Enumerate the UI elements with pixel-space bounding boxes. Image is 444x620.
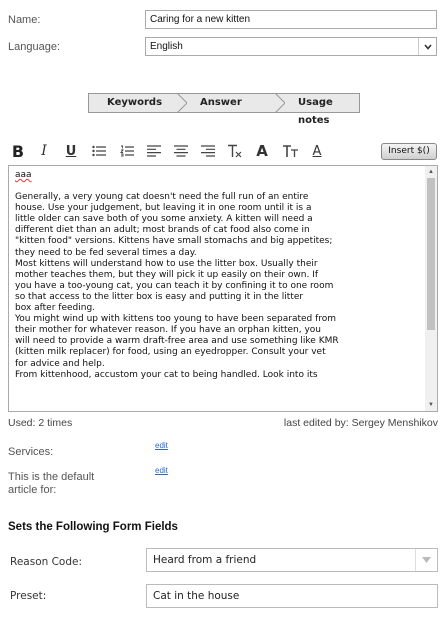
language-label: Language: [8, 41, 60, 53]
step-usage-notes-label: Usage notes [298, 97, 333, 126]
text-size-icon[interactable] [281, 141, 301, 161]
reason-code-select[interactable] [146, 548, 438, 572]
preset-field[interactable]: Cat in the house [146, 584, 438, 608]
step-separator-icon [275, 93, 285, 113]
bold-button[interactable]: B [11, 141, 25, 161]
editor-line: house. Use your judgement, but leaving it in one room until it is a [15, 203, 312, 214]
editor-content[interactable] [15, 170, 420, 381]
editor-line: Generally, a very young cat doesn't need the full run of an entire [15, 192, 309, 203]
step-answer-label: Answer [200, 97, 242, 108]
align-right-icon[interactable] [200, 141, 216, 161]
step-separator-icon [177, 93, 187, 113]
reason-code-label: Reason Code: [10, 556, 83, 568]
editor-line: they need to be fed several times a day. [15, 247, 197, 258]
editor-line: will need to provide a warm draft-free area and use something like KMR [15, 336, 339, 347]
wizard-steps [88, 93, 360, 126]
answer-editor[interactable] [8, 165, 438, 412]
form-fields-title: Sets the Following Form Fields [8, 521, 178, 533]
underline-button[interactable]: U [65, 143, 77, 159]
align-left-icon[interactable] [146, 141, 162, 161]
editor-line: their mother for whatever reason. If you have an orphan kitten, you [15, 325, 321, 336]
font-size-button[interactable]: A [256, 142, 268, 160]
language-select[interactable] [145, 37, 437, 56]
insert-button[interactable]: Insert $() [381, 143, 437, 160]
editor-scrollbar[interactable] [425, 166, 437, 411]
bullet-list-icon[interactable] [91, 141, 107, 161]
name-field[interactable]: Caring for a new kitten [145, 10, 437, 29]
chevron-down-icon[interactable] [418, 38, 436, 55]
default-article-label-line2: article for: [8, 484, 57, 496]
align-center-icon[interactable] [173, 141, 189, 161]
step-keywords-label: Keywords [107, 97, 163, 108]
last-edited: last edited by: Sergey Menshikov [283, 417, 438, 429]
preset-label: Preset: [10, 590, 47, 602]
editor-line: From kittenhood, accustom your cat to being handled. Look into its [15, 369, 318, 380]
editor-line: (kitten milk replacer) for food, using an eyedropper. Consult your vet [15, 347, 326, 358]
editor-line: so that access to the litter box is easy and putting it in the litter [15, 291, 304, 302]
scroll-down-icon[interactable]: ▼ [428, 402, 434, 408]
editor-first-line: aaa [15, 170, 32, 180]
numbered-list-icon[interactable] [119, 141, 135, 161]
editor-line: you have a too-young cat, you can teach it by confining it to one room [15, 280, 334, 291]
editor-line: mother teaches them, but they will pick it up easily on their own. If [15, 269, 319, 280]
editor-line: little older can save both of you some anxiety. A kitten will need a [15, 214, 313, 225]
editor-line: "kitten food" versions. Kittens have small stomachs and big appetites; [15, 236, 333, 247]
step-keywords[interactable] [88, 93, 178, 113]
default-article-label [8, 471, 94, 497]
chevron-down-icon[interactable] [415, 549, 437, 571]
scroll-thumb[interactable] [427, 178, 435, 330]
text-color-button[interactable]: A [312, 143, 322, 159]
editor-line: Most kittens will understand how to use the litter box. Usually their [15, 258, 318, 269]
editor-line: box after feeding. [15, 303, 96, 314]
editor-line: for advice and help. [15, 358, 105, 369]
reason-code-value: Heard from a friend [153, 554, 257, 566]
italic-button[interactable]: I [41, 143, 47, 159]
default-article-label-line1: This is the default [8, 471, 95, 483]
editor-line: different diet than an adult; most brands of cat food also come in [15, 225, 310, 236]
step-usage-notes[interactable] [276, 93, 360, 126]
scroll-up-icon[interactable]: ▲ [428, 169, 434, 175]
name-label: Name: [8, 14, 41, 26]
usage-count: Used: 2 times [8, 417, 73, 429]
editor-line: You might wind up with kittens too young to have been separated from [15, 314, 337, 325]
services-edit-link[interactable]: edit [155, 441, 168, 450]
services-label: Services: [8, 446, 54, 458]
clear-formatting-icon[interactable] [226, 141, 244, 161]
step-answer[interactable] [178, 93, 276, 113]
default-article-edit-link[interactable]: edit [155, 466, 168, 475]
language-value: English [150, 41, 183, 52]
